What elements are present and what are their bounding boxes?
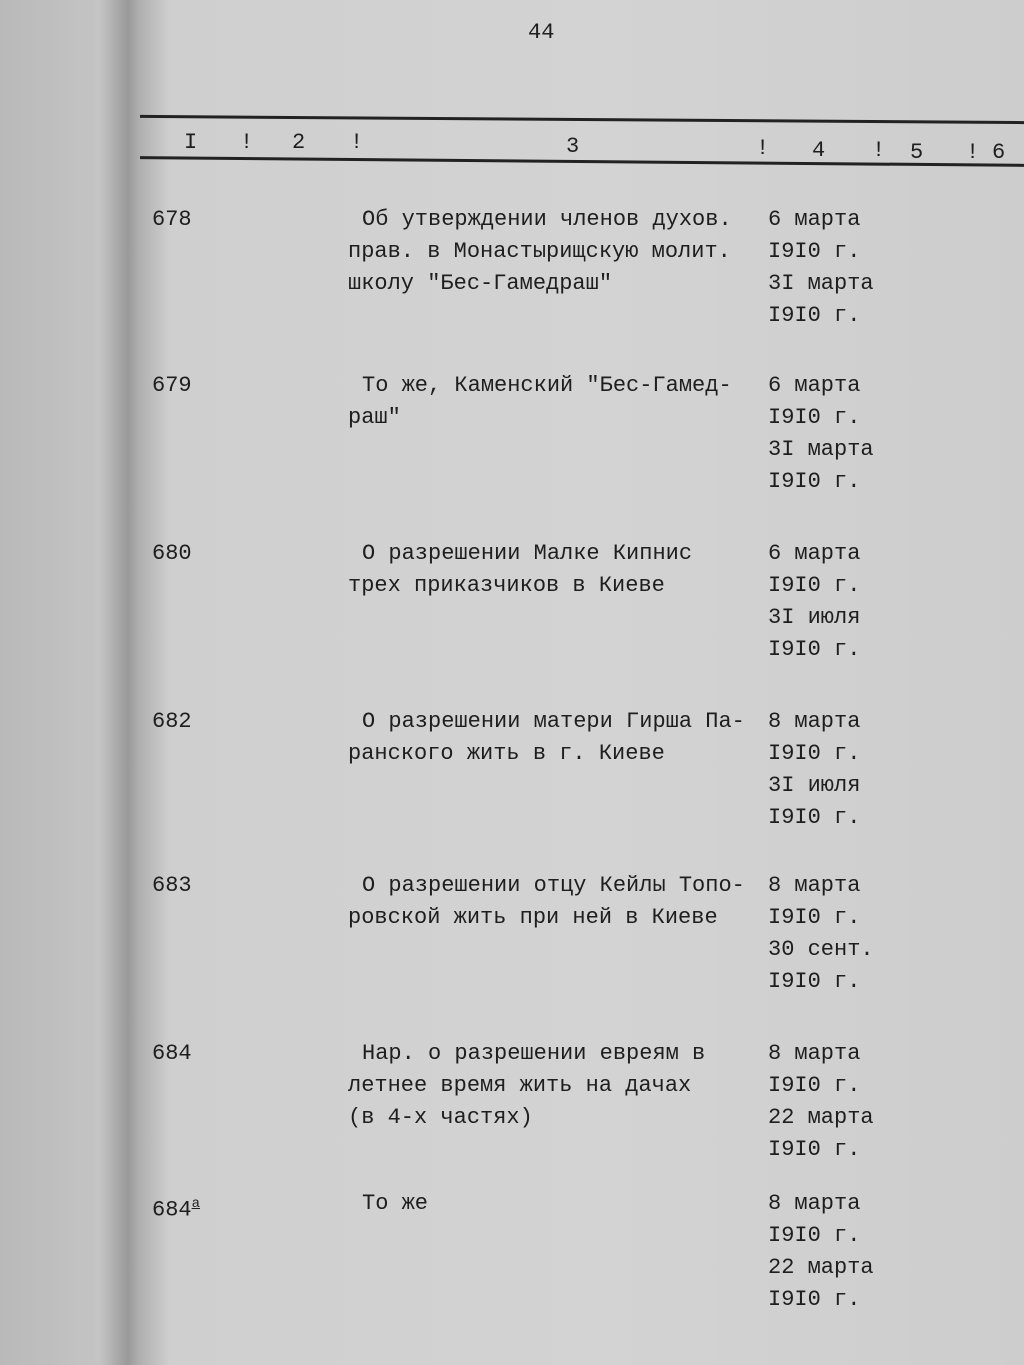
entry-dates: [768, 370, 874, 498]
entry-date-line: I9I0 г.: [768, 405, 861, 430]
entry-number-text: 680: [152, 541, 192, 566]
entry-dates: [768, 204, 874, 332]
col-header-3: 3: [566, 134, 580, 159]
entry-date-line: I9I0 г.: [768, 239, 861, 264]
entry-date-line: 30 сент.: [768, 937, 874, 962]
col-separator: !: [240, 130, 254, 155]
entry-title: [348, 370, 758, 434]
entry-date-line: I9I0 г.: [768, 1073, 861, 1098]
entry-title: [348, 538, 758, 602]
col-header-1: I: [184, 130, 198, 155]
entry-title-line: То же, Каменский "Бес-Гамед-: [362, 373, 732, 398]
entry-date-line: 8 марта: [768, 1191, 861, 1216]
entry-number: [152, 706, 192, 738]
entry-dates: [768, 1188, 874, 1316]
entry-number: [152, 870, 192, 902]
entry-title: [348, 204, 758, 300]
entry-number-text: 683: [152, 873, 192, 898]
entry-title-line: То же: [362, 1191, 429, 1216]
entry-number: [152, 204, 192, 236]
col-separator: !: [872, 138, 886, 163]
entry-date-line: I9I0 г.: [768, 637, 861, 662]
col-header-2: 2: [292, 130, 306, 155]
entry-title-line: ровской жить при ней в Киеве: [348, 905, 718, 930]
entry-date-line: I9I0 г.: [768, 573, 861, 598]
col-header-4: 4: [812, 138, 826, 163]
entry-title: [348, 1038, 758, 1134]
entry-date-line: 3I марта: [768, 271, 874, 296]
entry-title-line: Нар. о разрешении евреям в: [362, 1041, 706, 1066]
entry-date-line: 6 марта: [768, 541, 861, 566]
entry-date-line: I9I0 г.: [768, 741, 861, 766]
entry-date-line: 8 марта: [768, 709, 861, 734]
entry-title: [348, 1188, 758, 1220]
entry-date-line: I9I0 г.: [768, 1223, 861, 1248]
entry-date-line: 3I июля: [768, 605, 861, 630]
entry-dates: [768, 1038, 874, 1166]
entry-date-line: 22 марта: [768, 1105, 874, 1130]
entry-date-line: I9I0 г.: [768, 1137, 861, 1162]
entry-number-text: 679: [152, 373, 192, 398]
entry-date-line: 22 марта: [768, 1255, 874, 1280]
entry-title: [348, 870, 758, 934]
entry-date-line: I9I0 г.: [768, 805, 861, 830]
entry-number-text: 684: [152, 1041, 192, 1066]
col-separator: !: [350, 130, 364, 155]
entry-number: [152, 370, 192, 402]
entry-number-suffix: а: [191, 1196, 201, 1212]
entry-date-line: I9I0 г.: [768, 905, 861, 930]
col-header-5: 5: [910, 140, 924, 165]
entry-title-line: О разрешении матери Гирша Па-: [362, 709, 745, 734]
entry-number: [152, 1188, 200, 1226]
entry-number: [152, 538, 192, 570]
entry-title-line: школу "Бес-Гамедраш": [348, 271, 613, 296]
entry-title-line: О разрешении Малке Кипнис: [362, 541, 693, 566]
entry-number-text: 678: [152, 207, 192, 232]
entry-date-line: I9I0 г.: [768, 303, 861, 328]
table-header: [0, 130, 1024, 165]
entry-dates: [768, 538, 860, 666]
entry-date-line: 3I марта: [768, 437, 874, 462]
entry-title-line: (в 4-х частях): [348, 1105, 533, 1130]
col-header-6: 6: [992, 140, 1006, 165]
entry-title-line: летнее время жить на дачах: [348, 1073, 692, 1098]
header-top-rule: [140, 115, 1024, 124]
entry-date-line: I9I0 г.: [768, 1287, 861, 1312]
page-number: 44: [528, 20, 555, 45]
entry-dates: [768, 706, 860, 834]
entry-title-line: Об утверждении членов духов.: [362, 207, 732, 232]
entry-date-line: 3I июля: [768, 773, 861, 798]
entry-title-line: трех приказчиков в Киеве: [348, 573, 665, 598]
col-separator: !: [966, 140, 980, 165]
entry-number-text: 684: [152, 1197, 192, 1223]
entry-title-line: О разрешении отцу Кейлы Топо-: [362, 873, 745, 898]
entry-date-line: 8 марта: [768, 873, 861, 898]
entry-date-line: 6 марта: [768, 373, 861, 398]
entry-number: [152, 1038, 192, 1070]
entry-date-line: I9I0 г.: [768, 469, 861, 494]
col-separator: !: [756, 136, 770, 161]
entry-date-line: 6 марта: [768, 207, 861, 232]
entry-date-line: 8 марта: [768, 1041, 861, 1066]
entry-title-line: прав. в Монастырищскую молит.: [348, 239, 731, 264]
entry-title: [348, 706, 758, 770]
entry-title-line: раш": [348, 405, 401, 430]
entry-date-line: I9I0 г.: [768, 969, 861, 994]
entry-number-text: 682: [152, 709, 192, 734]
entry-title-line: ранского жить в г. Киеве: [348, 741, 665, 766]
entry-dates: [768, 870, 874, 998]
